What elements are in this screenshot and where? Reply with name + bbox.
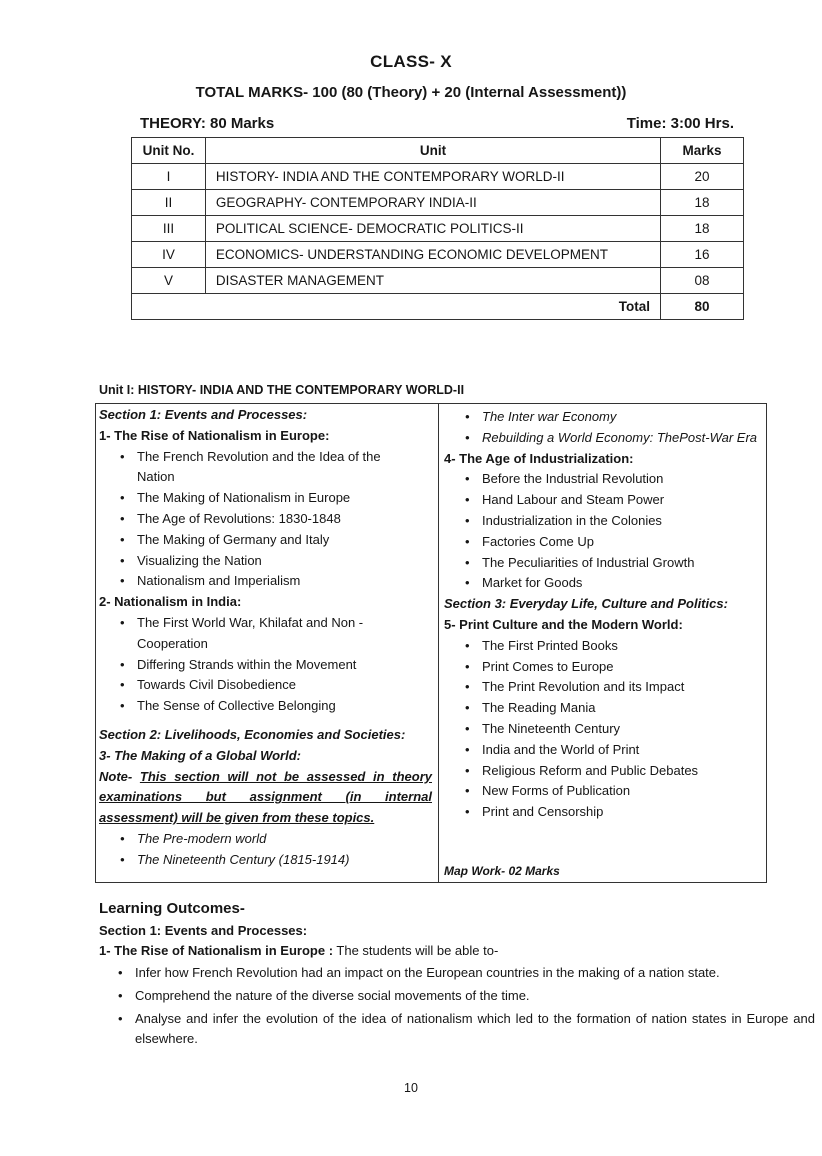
syllabus-right-column [444, 407, 762, 823]
topic2-heading: 2- Nationalism in India: [99, 594, 242, 610]
map-work-marks: Map Work- 02 Marks [444, 864, 560, 878]
unit-no: II [132, 190, 206, 216]
page-number: 10 [404, 1081, 418, 1095]
topic3-continued-list [444, 407, 762, 449]
total-marks-heading: TOTAL MARKS- 100 (80 (Theory) + 20 (Internal Assessment)) [195, 84, 627, 101]
header-unit-no: Unit No. [132, 138, 206, 164]
learning-outcomes-section: Section 1: Events and Processes: [99, 923, 308, 938]
table-row [132, 164, 744, 190]
total-value: 80 [661, 294, 744, 320]
theory-marks: THEORY: 80 Marks [140, 115, 275, 132]
unit-marks: 08 [661, 268, 744, 294]
list-item: • Factories Come Up [482, 532, 762, 553]
topic-title: 1- The Rise of Nationalism in Europe : [99, 943, 334, 958]
list-item: • Religious Reform and Public Debates [482, 761, 762, 782]
list-item: • The Sense of Collective Belonging [137, 696, 432, 717]
table-row [132, 242, 744, 268]
list-item: • The First Printed Books [482, 636, 762, 657]
list-item: • Analyse and infer the evolution of the idea of nationalism which led to the formation of nation states in Europe and elsewhere. [135, 1009, 815, 1051]
column-divider [438, 403, 439, 883]
list-item: • Hand Labour and Steam Power [482, 490, 762, 511]
table-header-row [132, 138, 744, 164]
list-item: • The Making of Germany and Italy [137, 530, 432, 551]
unit-name: DISASTER MANAGEMENT [205, 268, 660, 294]
list-item: • The Pre-modern world [137, 829, 432, 850]
topic4-heading: 4- The Age of Industrialization: [444, 450, 634, 466]
list-item: • The Nineteenth Century [482, 719, 762, 740]
assessment-note [99, 767, 432, 829]
unit1-heading: Unit I: HISTORY- INDIA AND THE CONTEMPORARY WORLD-II [99, 383, 465, 397]
list-item: • The Reading Mania [482, 698, 762, 719]
list-item: • Industrialization in the Colonies [482, 511, 762, 532]
list-item: • Market for Goods [482, 573, 762, 594]
unit-no: V [132, 268, 206, 294]
list-item: • Infer how French Revolution had an impact on the European countries in the making of a nation state. [135, 963, 815, 984]
learning-outcomes-topic [99, 943, 498, 958]
list-item: • The Print Revolution and its Impact [482, 677, 762, 698]
unit-marks: 18 [661, 216, 744, 242]
topic3-list [99, 829, 432, 871]
unit-name: HISTORY- INDIA AND THE CONTEMPORARY WORLD-II [205, 164, 660, 190]
unit-name: POLITICAL SCIENCE- DEMOCRATIC POLITICS-II [205, 216, 660, 242]
unit-no: I [132, 164, 206, 190]
list-item: • The Peculiarities of Industrial Growth [482, 553, 762, 574]
learning-outcomes-list [99, 963, 815, 1052]
note-label: Note- [99, 768, 140, 784]
unit-no: IV [132, 242, 206, 268]
unit-marks: 18 [661, 190, 744, 216]
unit-marks: 16 [661, 242, 744, 268]
section3-heading: Section 3: Everyday Life, Culture and Politics: [444, 596, 728, 612]
unit-marks: 20 [661, 164, 744, 190]
list-item: • India and the World of Print [482, 740, 762, 761]
list-item: • The Inter war Economy [482, 407, 762, 428]
list-item: • Visualizing the Nation [137, 551, 432, 572]
list-item: • The Age of Revolutions: 1830-1848 [137, 509, 432, 530]
total-label: Total [132, 294, 661, 320]
syllabus-left-column [99, 405, 432, 871]
list-item: • The Making of Nationalism in Europe [137, 488, 432, 509]
section1-heading: Section 1: Events and Processes: [99, 407, 308, 422]
learning-outcomes-title: Learning Outcomes- [99, 900, 245, 917]
exam-time: Time: 3:00 Hrs. [626, 115, 734, 132]
note-text: This section will not be assessed in theory examinations but assignment (in internal assessment) will be given from these topics. [99, 768, 432, 826]
header-marks: Marks [661, 138, 744, 164]
list-item: • The First World War, Khilafat and Non - Cooperation [137, 613, 415, 655]
list-item: • Print and Censorship [482, 802, 762, 823]
topic-intro: The students will be able to- [333, 943, 499, 958]
table-row [132, 190, 744, 216]
list-item: • The French Revolution and the Idea of the Nation [137, 447, 407, 489]
list-item: • Before the Industrial Revolution [482, 469, 762, 490]
topic5-heading: 5- Print Culture and the Modern World: [444, 616, 683, 632]
total-row [132, 294, 744, 320]
table-row [132, 268, 744, 294]
topic3-heading: 3- The Making of a Global World: [99, 747, 301, 763]
list-item: • Print Comes to Europe [482, 657, 762, 678]
topic1-heading: 1- The Rise of Nationalism in Europe: [99, 427, 330, 443]
list-item: • The Nineteenth Century (1815-1914) [137, 850, 432, 871]
marks-distribution-table [131, 137, 744, 320]
class-title: CLASS- X [370, 52, 452, 71]
topic1-list [99, 447, 432, 593]
table-row [132, 216, 744, 242]
topic5-list [444, 636, 762, 823]
list-item: • Nationalism and Imperialism [137, 571, 432, 592]
list-item: • Differing Strands within the Movement [137, 655, 432, 676]
list-item: • Comprehend the nature of the diverse social movements of the time. [135, 986, 815, 1007]
unit-no: III [132, 216, 206, 242]
unit-name: ECONOMICS- UNDERSTANDING ECONOMIC DEVELOPMENT [205, 242, 660, 268]
list-item: • Rebuilding a World Economy: ThePost-War Era [482, 428, 762, 449]
list-item: • Towards Civil Disobedience [137, 675, 432, 696]
header-unit: Unit [205, 138, 660, 164]
unit-name: GEOGRAPHY- CONTEMPORARY INDIA-II [205, 190, 660, 216]
list-item: • New Forms of Publication [482, 781, 762, 802]
section2-heading: Section 2: Livelihoods, Economies and Societies: [99, 726, 406, 742]
topic4-list [444, 469, 762, 594]
topic2-list [99, 613, 432, 717]
